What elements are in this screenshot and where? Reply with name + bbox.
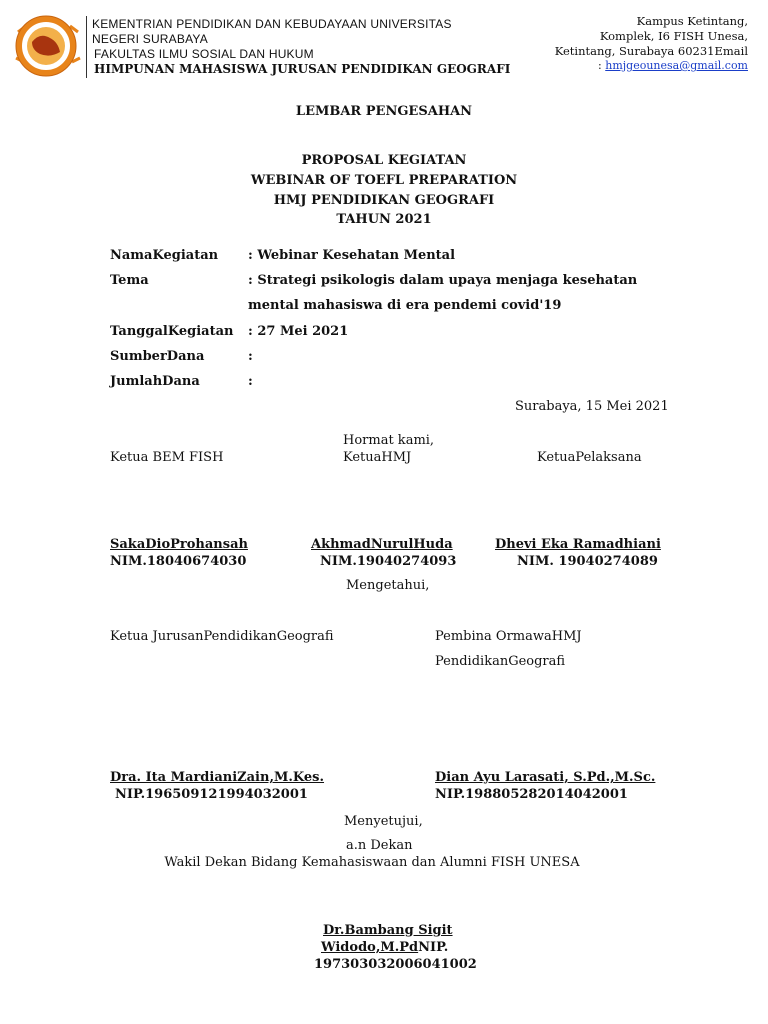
mengetahui-heading: Mengetahui,	[346, 578, 430, 593]
role-pembina-2: PendidikanGeografi	[435, 654, 566, 669]
email-prefix: :	[598, 59, 606, 72]
nip-pembina: NIP.198805282014042001	[435, 787, 628, 802]
name-dekan-2-row	[321, 940, 448, 955]
email-link[interactable]: hmjgeounesa@gmail.com	[605, 59, 748, 72]
role-ketua-pelaksana: KetuaPelaksana	[537, 450, 642, 465]
address-line-2: Komplek, I6 FISH Unesa,	[599, 29, 748, 43]
name-ketua-jurusan: Dra. Ita MardianiZain,M.Kes.	[110, 770, 325, 785]
detail-label-tema: Tema	[110, 273, 149, 288]
nim-ketua-bem: NIM.18040674030	[110, 554, 247, 569]
name-dekan-1: Dr.Bambang Sigit	[323, 923, 453, 938]
detail-value-tema: : Strategi psikologis dalam upaya menjaga kesehatan	[248, 273, 638, 288]
name-pembina: Dian Ayu Larasati, S.Pd.,M.Sc.	[435, 770, 656, 785]
university-logo	[10, 12, 86, 78]
proposal-line-1: PROPOSAL KEGIATAN	[301, 153, 467, 168]
role-ketua-bem: Ketua BEM FISH	[110, 450, 224, 465]
place-date: Surabaya, 15 Mei 2021	[515, 399, 669, 414]
role-ketua-hmj: KetuaHMJ	[343, 450, 412, 465]
detail-value-jumlah: :	[248, 374, 253, 389]
nim-ketua-pelaksana: NIM. 19040274089	[517, 554, 658, 569]
document-title: LEMBAR PENGESAHAN	[295, 104, 473, 119]
an-dekan: a.n Dekan	[346, 838, 413, 853]
name-ketua-bem: SakaDioProhansah	[110, 537, 248, 552]
detail-label-jumlah: JumlahDana	[110, 374, 200, 389]
menyetujui-heading: Menyetujui,	[344, 814, 423, 829]
wakil-dekan: Wakil Dekan Bidang Kemahasiswaan dan Alumni FISH UNESA	[164, 855, 580, 870]
address-line-1: Kampus Ketintang,	[636, 14, 748, 28]
proposal-line-4: TAHUN 2021	[336, 212, 432, 227]
detail-value-sumber: :	[248, 349, 253, 364]
detail-value-nama: : Webinar Kesehatan Mental	[248, 248, 456, 263]
detail-label-tanggal: TanggalKegiatan	[110, 324, 234, 339]
detail-value-tanggal: : 27 Mei 2021	[248, 324, 349, 339]
email-row	[598, 59, 748, 72]
detail-label-nama: NamaKegiatan	[110, 248, 219, 263]
detail-value-tema-2: mental mahasiswa di era pendemi covid'19	[248, 298, 562, 313]
org-line-2: NEGERI SURABAYA	[92, 32, 208, 46]
name-ketua-pelaksana: Dhevi Eka Ramadhiani	[495, 537, 661, 552]
role-pembina-1: Pembina OrmawaHMJ	[435, 629, 582, 644]
nim-ketua-hmj: NIM.19040274093	[320, 554, 457, 569]
hormat-kami: Hormat kami,	[343, 433, 435, 448]
proposal-line-2: WEBINAR OF TOEFL PREPARATION	[250, 173, 518, 188]
address-line-3: Ketintang, Surabaya 60231Email	[554, 44, 748, 58]
role-ketua-jurusan: Ketua JurusanPendidikanGeografi	[110, 629, 334, 644]
name-dekan-2: Widodo,M.Pd	[321, 940, 419, 955]
name-ketua-hmj: AkhmadNurulHuda	[311, 537, 453, 552]
detail-label-sumber: SumberDana	[110, 349, 205, 364]
nip-dekan: 197303032006041002	[314, 957, 477, 972]
org-line-1: KEMENTRIAN PENDIDIKAN DAN KEBUDAYAAN UNIVERSITAS	[92, 17, 452, 31]
org-line-3: FAKULTAS ILMU SOSIAL DAN HUKUM	[94, 47, 314, 61]
org-line-4: HIMPUNAN MAHASISWA JURUSAN PENDIDIKAN GEOGRAFI	[94, 62, 511, 76]
nip-label-dekan: NIP.	[418, 940, 449, 955]
header-divider	[86, 16, 87, 78]
nip-ketua-jurusan: NIP.196509121994032001	[115, 787, 308, 802]
proposal-line-3: HMJ PENDIDIKAN GEOGRAFI	[273, 193, 495, 208]
